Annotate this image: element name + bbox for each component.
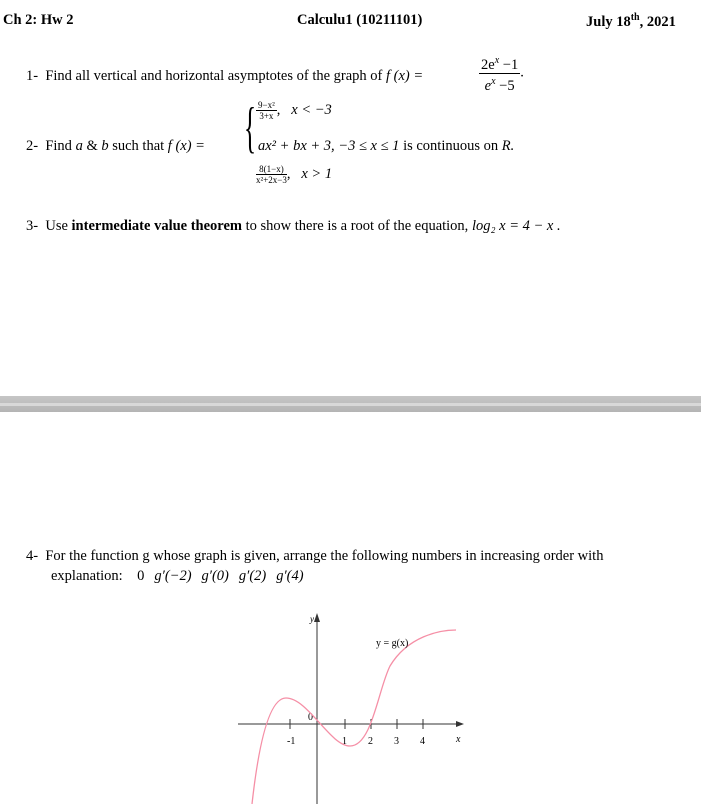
q2-number: 2- bbox=[26, 138, 39, 154]
q1-numerator: $2e^x -1$ bbox=[481, 55, 519, 73]
x-axis-label: x bbox=[456, 734, 461, 745]
y-axis-arrow bbox=[314, 613, 320, 622]
page-separator-line bbox=[0, 403, 701, 406]
question-3 bbox=[26, 218, 561, 235]
x-axis-arrow bbox=[456, 721, 464, 727]
question-4 bbox=[26, 548, 603, 565]
q2-case1-cond: x < −3 bbox=[291, 101, 332, 118]
q1-text: Find all vertical and horizontal asymptotes of the graph of bbox=[45, 68, 383, 84]
q2-domain: R. bbox=[501, 138, 515, 154]
q2-case1-num: 9−x² bbox=[258, 100, 275, 110]
q2-case1-den: 3+x bbox=[259, 111, 274, 121]
x-tick-label: 0 bbox=[308, 712, 313, 723]
header-course: Ch 2: Hw 2 bbox=[3, 12, 74, 28]
q2-text-such: such that bbox=[112, 138, 165, 154]
y-axis-label: y bbox=[310, 614, 314, 624]
q3-text: to show there is a root of the equation, bbox=[245, 218, 469, 234]
q2-case3-num: 8(1−x) bbox=[256, 164, 287, 175]
q4-line-1: For the function g whose graph is given, arrange the following numbers in increasing order with bbox=[45, 548, 604, 564]
x-tick-label: 3 bbox=[394, 736, 399, 747]
q2-case-1: $\frac{\text{9−x²}}{3+x}$ , x < −3 bbox=[258, 100, 332, 121]
q4-number-item: g′(0) bbox=[201, 568, 229, 584]
q4-numbers bbox=[137, 568, 313, 584]
q4-label: explanation: bbox=[51, 568, 123, 584]
q2-brace: { bbox=[244, 97, 257, 159]
q2-tail: is continuous on bbox=[403, 138, 499, 154]
x-ticks bbox=[287, 712, 425, 747]
x-tick-label: -1 bbox=[287, 736, 296, 747]
q1-number: 1- bbox=[26, 68, 39, 84]
header-date: July 18th, 2021 bbox=[586, 12, 676, 30]
curve-label: y = g(x) bbox=[376, 638, 409, 649]
q3-equation: log₂ x = 4 − x . bbox=[471, 218, 561, 234]
q2-lhs: f (x) = bbox=[167, 138, 205, 154]
q2-var-b: b bbox=[101, 138, 109, 154]
header-title: Calculu1 (10211101) bbox=[297, 12, 423, 28]
q4-number-item: 0 bbox=[137, 568, 145, 584]
q2-var-a: a bbox=[75, 138, 83, 154]
q2-case3-cond: x > 1 bbox=[301, 165, 333, 182]
q1-period: . bbox=[520, 64, 524, 81]
q3-text-use: Use bbox=[45, 218, 68, 234]
q2-case2-expr: ax² + bx + 3, bbox=[258, 138, 335, 154]
q3-number: 3- bbox=[26, 218, 39, 234]
g-curve bbox=[252, 630, 456, 804]
q4-number-item: g′(4) bbox=[276, 568, 304, 584]
question-1 bbox=[26, 68, 423, 85]
q3-bold-term: intermediate value theorem bbox=[71, 218, 242, 234]
q1-fraction bbox=[479, 53, 524, 94]
q2-case-2 bbox=[258, 138, 514, 155]
x-tick-label: 1 bbox=[342, 736, 347, 747]
q2-text-find: Find bbox=[45, 138, 72, 154]
question-2 bbox=[26, 138, 205, 155]
q1-denominator: $e^x -5$ bbox=[484, 75, 515, 94]
q4-number-item: g′(−2) bbox=[154, 568, 192, 584]
q4-number-item: g′(2) bbox=[238, 568, 267, 584]
q4-line-2 bbox=[51, 568, 314, 585]
q1-lhs: f (x) = bbox=[386, 68, 424, 84]
x-tick-label: 4 bbox=[420, 736, 425, 747]
x-tick-label: 2 bbox=[368, 736, 373, 747]
q2-case-3: $\frac{8(1-x)}{\text{x²+2x−3}}$ , x > 1 bbox=[256, 164, 333, 185]
graph-g bbox=[230, 610, 470, 804]
q2-case3-den: x²+2x−3 bbox=[256, 175, 287, 185]
q2-amp: & bbox=[86, 138, 98, 154]
q2-case2-cond: −3 ≤ x ≤ 1 bbox=[338, 138, 400, 154]
q4-number: 4- bbox=[26, 548, 39, 564]
